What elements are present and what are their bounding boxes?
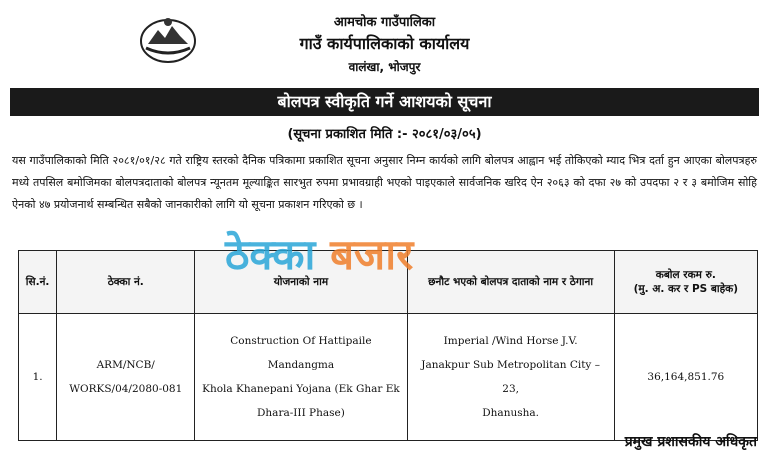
office-name: गाउँ कार्यपालिकाको कार्यालय xyxy=(299,34,470,53)
cell-bidder xyxy=(407,314,614,441)
table-row xyxy=(19,314,758,441)
notice-title-banner: बोलपत्र स्वीकृति गर्ने आशयको सूचना xyxy=(10,88,759,116)
cell-amount: 36,164,851.76 xyxy=(614,314,757,441)
col-contract-no: ठेक्का नं. xyxy=(57,251,195,314)
col-sn: सि.नं. xyxy=(19,251,57,314)
watermark-part-2: बजार xyxy=(330,230,414,279)
bidder-line: Janakpur Sub Metropolitan City – 23, xyxy=(421,359,600,395)
col-amount xyxy=(614,251,757,314)
office-address: वालंखा, भोजपुर xyxy=(348,60,421,74)
bidder-line: Imperial /Wind Horse J.V. xyxy=(443,335,578,347)
bidder-line: Dhanusha. xyxy=(482,407,539,419)
contract-no-line: WORKS/04/2080-081 xyxy=(69,383,183,395)
project-line: Dhara-III Phase) xyxy=(257,407,345,419)
col-bidder: छनौट भएको बोलपत्र दाताको नाम र ठेगाना xyxy=(407,251,614,314)
watermark-part-1: ठेक्का xyxy=(225,230,316,279)
cell-project-name xyxy=(195,314,407,441)
cell-contract-no xyxy=(57,314,195,441)
contract-no-line: ARM/NCB/ xyxy=(96,359,155,371)
cell-sn: 1. xyxy=(19,314,57,441)
municipality-name: आमचोक गाउँपालिका xyxy=(333,15,436,30)
project-line: Khola Khanepani Yojana (Ek Ghar Ek xyxy=(202,383,400,395)
notice-body: यस गाउँपालिकाको मिति २०८१/०१/२८ गते राष्ट्रिय स्तरको दैनिक पत्रिकामा प्रकाशित सूचना अनुसार निम्न कार्यको लागि बोलपत्र आह्वान भई तोकिएको म्याद भित्र दर्ता हुन आएका बोलपत्रहरु मध्ये तपसिल बमोजिमका बोलपत्रदाताको बोलपत्र न्यूनतम मूल्याङ्कित सारभुत रुपमा प्रभावग्राही भएको पाइएकाले सार्वजनिक खरिद ऐन २०६३ को दफा २७ को उपदफा २ र ३ बमोजिम सोहि ऐनको ४७ प्रयोजनार्थ सम्बन्धित सबैको जानकारीको लागि यो सूचना प्रकाशन गरिएको छ । xyxy=(12,154,757,211)
signatory: प्रमुख प्रशासकीय अधिकृत xyxy=(624,434,757,450)
col-amount-note: (मु. अ. कर र PS बाहेक) xyxy=(633,283,739,295)
project-line: Construction Of Hattipaile Mandangma xyxy=(230,335,372,371)
col-amount-label: कबोल रकम रु. xyxy=(655,269,716,281)
col-project-name: योजनाको नाम xyxy=(195,251,407,314)
publish-date: (सूचना प्रकाशित मिति :- २०८१/०३/०५) xyxy=(287,127,482,142)
thekka-bazar-watermark xyxy=(225,225,413,282)
